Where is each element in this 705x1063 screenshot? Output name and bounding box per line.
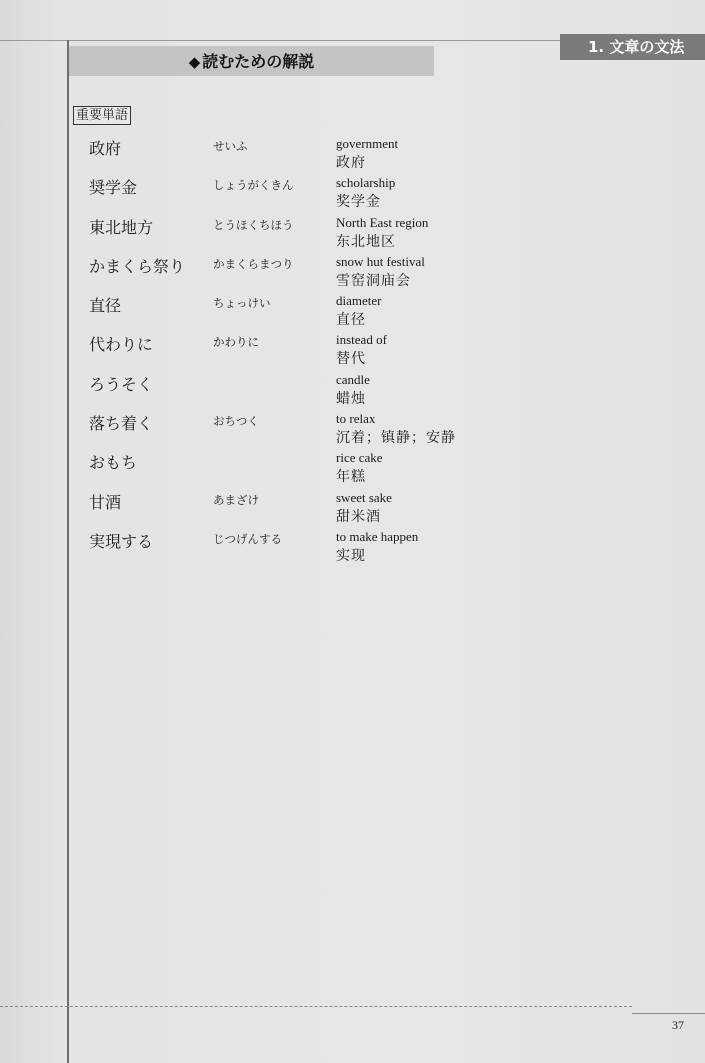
vocab-word: 奨学金 [89,178,138,198]
vocab-chinese: 沉着；镇静；安静 [336,430,456,447]
vocab-reading: とうほくちほう [213,217,294,232]
vocab-chinese: 蜡烛 [336,390,366,407]
vocab-row [89,448,649,487]
vocab-english: North East region [336,214,429,230]
vocab-english: candle [336,371,370,387]
section-title [69,46,434,76]
vocab-english: sweet sake [336,489,392,505]
vocab-word: 代わりに [89,335,154,355]
vocab-reading: ちょっけい [213,296,271,311]
vocab-reading: せいふ [213,139,248,153]
vocab-chinese: 甜米酒 [336,508,381,525]
vocab-label: 重要単語 [73,106,131,125]
vocab-reading: じつげんする [213,531,282,546]
vocab-row [89,488,649,527]
vocab-reading: かわりに [213,335,259,350]
vocab-row [89,291,649,330]
vocab-reading: かまくらまつり [213,256,294,271]
vocab-reading: あまざけ [213,492,259,507]
bottom-rule [632,1013,705,1014]
vocab-word: 実現する [89,531,154,551]
vocab-chinese: 政府 [336,155,366,171]
vocab-chinese: 奖学金 [336,194,381,211]
vocab-chinese: 年糕 [336,469,366,486]
vocab-row [89,370,649,409]
vocab-reading: しょうがくきん [213,178,294,193]
top-rule [0,40,560,41]
vocab-english: to make happen [336,528,419,544]
chapter-tab: 1. 文章の文法 [560,34,705,60]
vocab-row [89,527,649,566]
vocab-english: government [336,136,399,151]
vocab-english: instead of [336,332,387,348]
vocab-word: 甘酒 [89,492,122,512]
vocab-word: かまくら祭り [89,256,186,276]
vocab-row [89,173,649,212]
vocab-chinese: 替代 [336,351,366,368]
bottom-dashed-rule [0,1006,632,1007]
page-number: 37 [672,1018,684,1032]
vocab-word: 直径 [89,296,122,316]
vocab-english: snow hut festival [336,253,425,269]
vocab-chinese: 雪窑洞庙会 [336,272,411,289]
vocab-word: 政府 [89,139,122,158]
vocab-reading: おちつく [213,414,259,429]
vocab-english: scholarship [336,175,396,191]
vocab-chinese: 东北地区 [336,233,396,250]
vocab-row [89,134,649,173]
section-title-text: 読むための解説 [202,52,315,71]
vocab-word: ろうそく [89,374,154,394]
vocab-word: 落ち着く [89,414,154,434]
vocab-english: to relax [336,411,376,427]
vocab-row [89,330,649,369]
vocab-chinese: 直径 [336,312,366,329]
vocab-list [89,134,649,566]
vocab-word: おもち [89,453,138,473]
diamond-bullet-icon: ◆ [188,53,201,71]
vocab-word: 東北地方 [89,217,154,237]
vocab-english: diameter [336,293,382,309]
vocab-chinese: 实现 [336,547,366,564]
vocab-row [89,252,649,291]
vocab-row [89,409,649,448]
vocab-english: rice cake [336,450,383,466]
left-margin-rule [67,40,69,1063]
vocab-row [89,213,649,252]
